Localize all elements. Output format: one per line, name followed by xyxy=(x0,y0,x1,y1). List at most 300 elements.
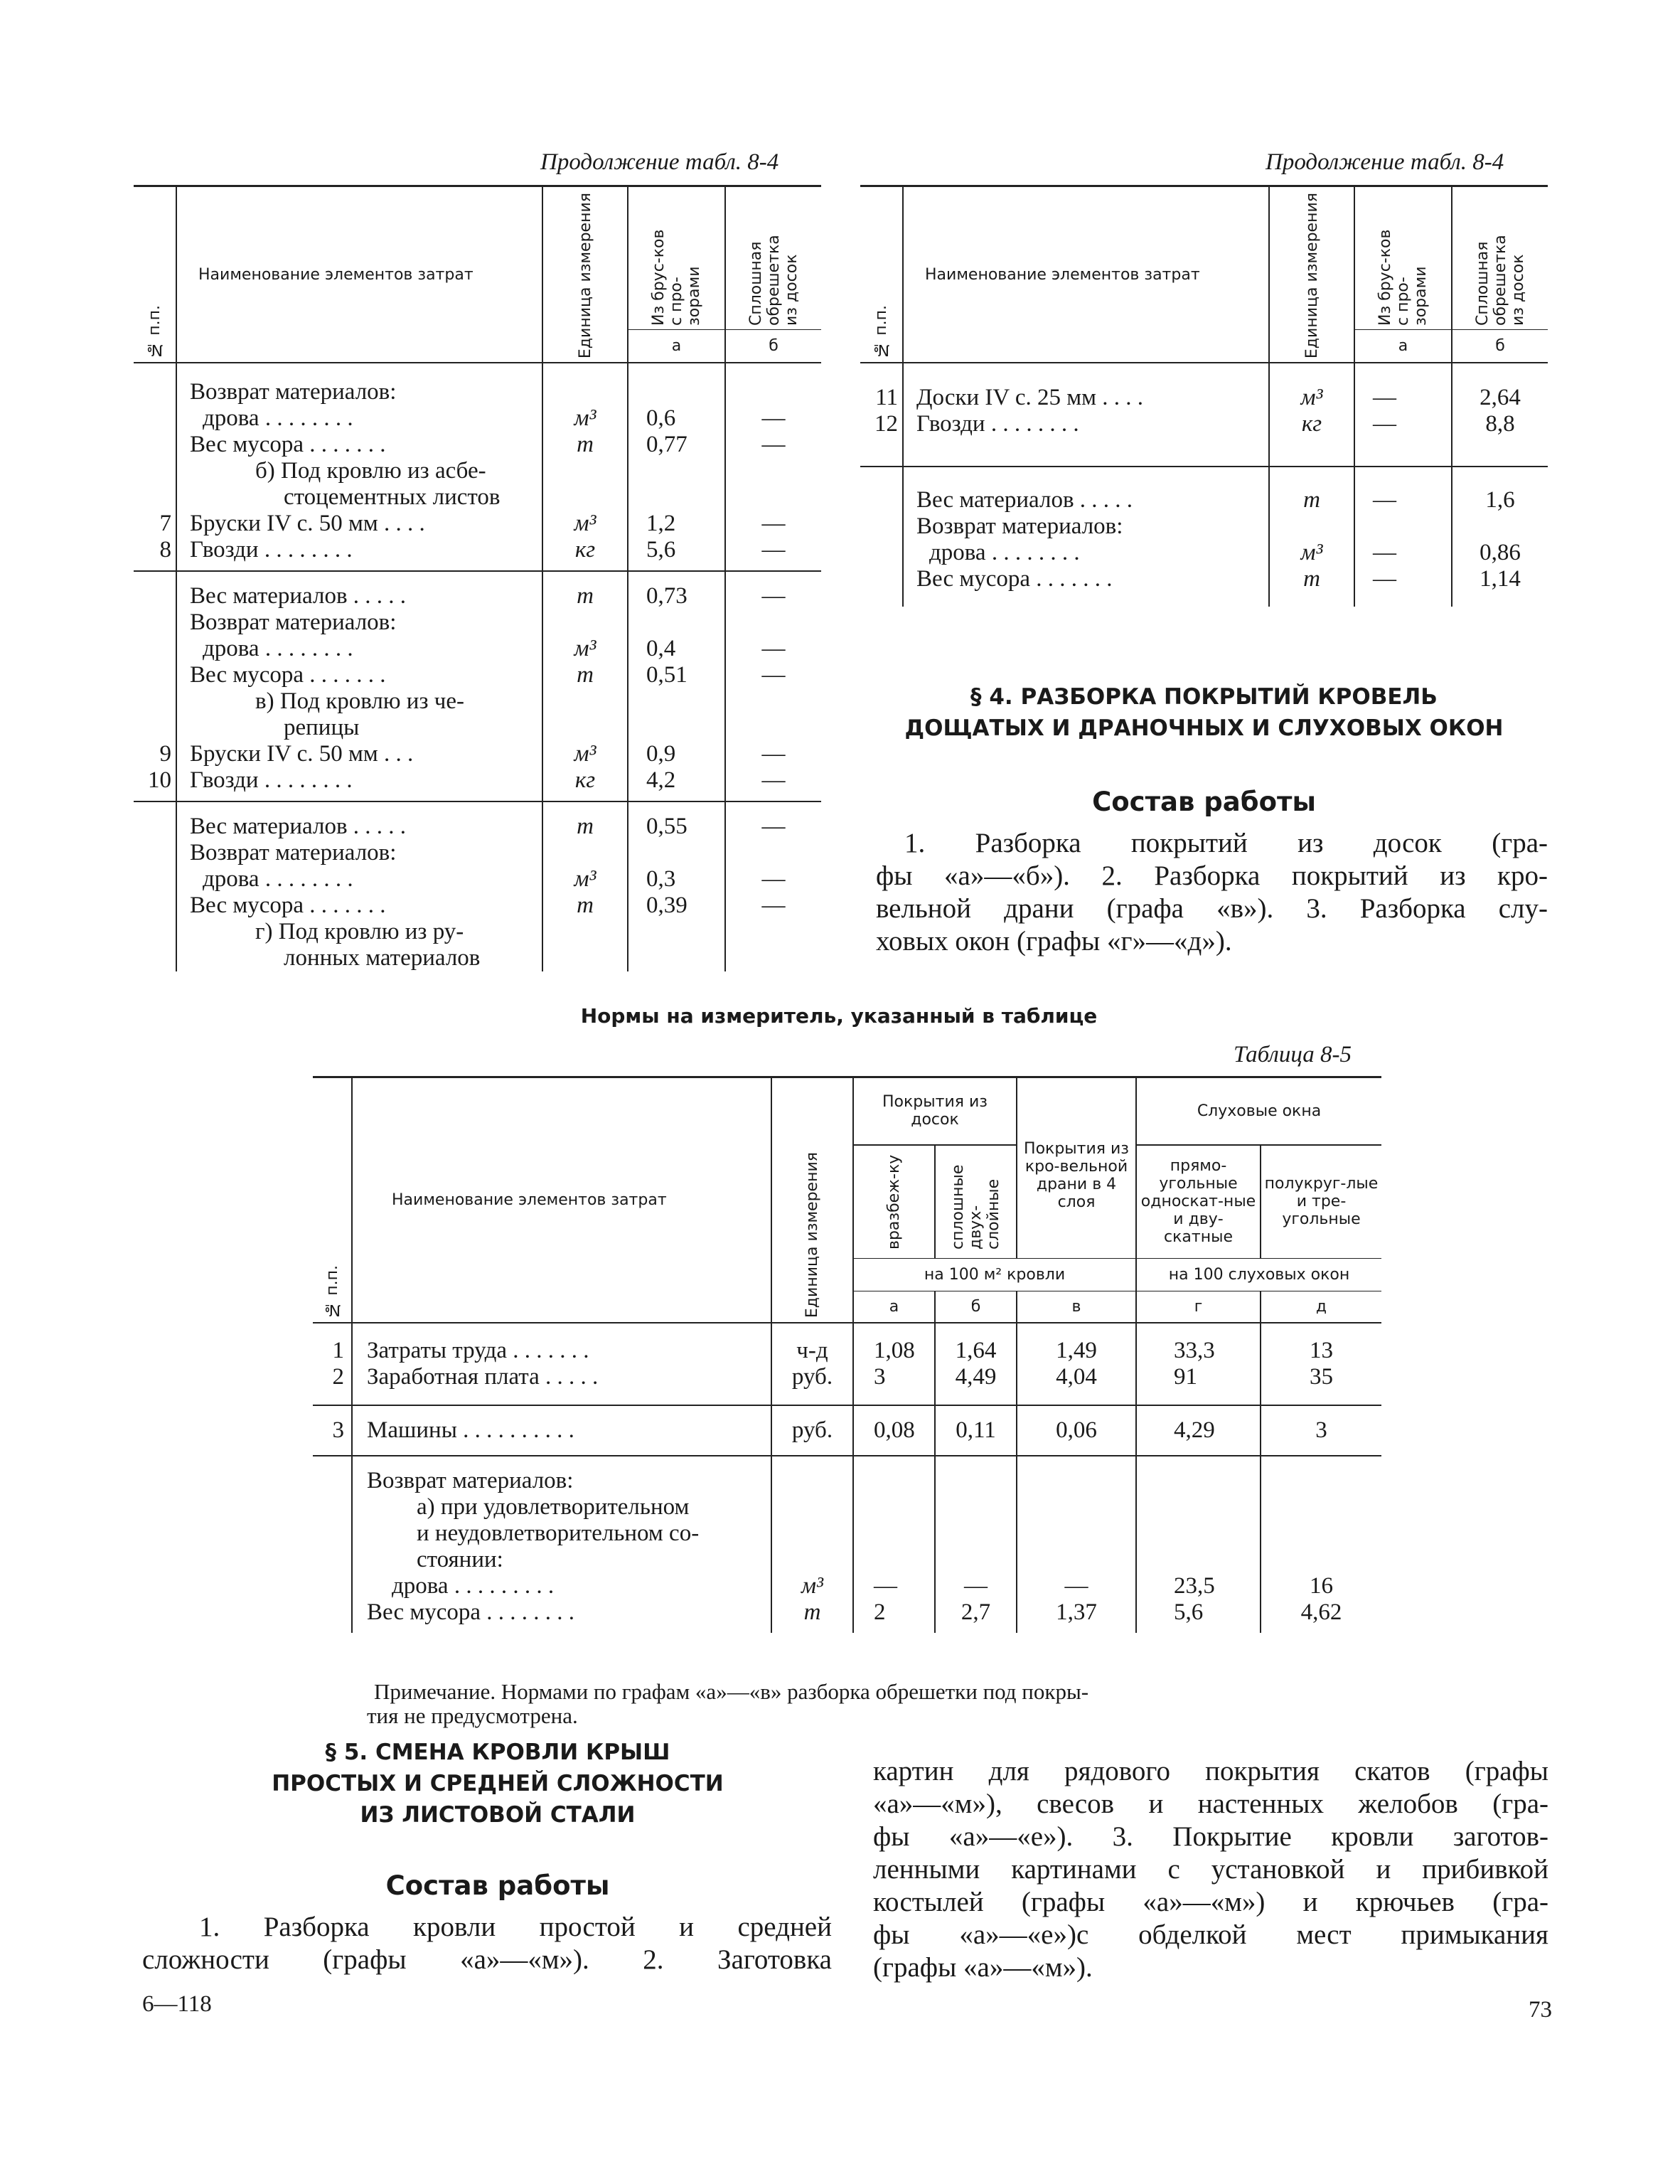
col-header-unit: Единица измерения xyxy=(803,1152,821,1319)
cell-d xyxy=(1261,1520,1381,1547)
cell-unit xyxy=(771,1547,853,1573)
left-table xyxy=(134,185,821,971)
cell-b: 4,49 xyxy=(935,1364,1017,1405)
col-letter-a: а xyxy=(853,1291,935,1323)
cell-g xyxy=(1136,1520,1261,1547)
cell-unit xyxy=(542,484,628,511)
table-row xyxy=(860,363,1548,411)
cell-unit: м³ xyxy=(542,741,628,767)
cell-b xyxy=(725,840,821,866)
cell-name: Доски IV с. 25 мм . . . . xyxy=(903,363,1269,411)
table-row xyxy=(134,537,821,571)
cell-a: 0,55 xyxy=(628,801,725,840)
cell-name: Вес материалов . . . . . xyxy=(176,801,542,840)
cell-a xyxy=(628,840,725,866)
cell-b: 2,7 xyxy=(935,1599,1017,1633)
cell-num xyxy=(134,893,176,919)
section4-heading xyxy=(860,681,1548,744)
cell-name: Бруски IV с. 50 мм . . . xyxy=(176,741,542,767)
cell-name: Возврат материалов: xyxy=(176,609,542,636)
cell-name: Вес мусора . . . . . . . xyxy=(903,566,1269,607)
cell-num: 2 xyxy=(313,1364,352,1405)
cell-num xyxy=(134,840,176,866)
table-row xyxy=(134,741,821,767)
cell-unit xyxy=(542,840,628,866)
cell-num xyxy=(134,458,176,484)
cell-num xyxy=(134,801,176,840)
col-header-g: прямо-угольные односкат-ные и дву-скатные xyxy=(1136,1145,1261,1259)
cell-num xyxy=(134,662,176,688)
cell-num: 8 xyxy=(134,537,176,571)
cell-a xyxy=(853,1520,935,1547)
cell-b: 1,64 xyxy=(935,1323,1017,1364)
cell-unit: кг xyxy=(542,537,628,571)
cell-num xyxy=(134,688,176,715)
table-row xyxy=(134,945,821,971)
table-row xyxy=(860,411,1548,467)
cell-a: — xyxy=(1354,540,1452,566)
col-header-a: Из брус-ков с про-зорами xyxy=(650,229,703,326)
paragraph-line: (графы «а»—«м»). xyxy=(873,1952,1093,1983)
table-row xyxy=(313,1364,1381,1405)
cell-d xyxy=(1261,1494,1381,1520)
cell-unit xyxy=(771,1520,853,1547)
cell-a xyxy=(628,363,725,405)
cell-num: 3 xyxy=(313,1405,352,1456)
cell-a xyxy=(628,919,725,945)
cell-num xyxy=(313,1547,352,1573)
cell-b: — xyxy=(761,866,786,893)
cell-unit xyxy=(542,609,628,636)
paragraph-line: 1. Разборка покрытий из досок (гра- xyxy=(904,828,1548,858)
cell-b xyxy=(935,1494,1017,1520)
cell-b: 2,64 xyxy=(1480,385,1521,411)
cell-num xyxy=(313,1520,352,1547)
table-row xyxy=(134,919,821,945)
col-letter-g: г xyxy=(1136,1291,1261,1323)
cell-unit: руб. xyxy=(771,1405,853,1456)
cell-num xyxy=(860,540,903,566)
cell-a: 2 xyxy=(853,1599,935,1633)
cell-name: Возврат материалов: xyxy=(903,513,1269,540)
cell-a: 0,08 xyxy=(853,1405,935,1456)
cell-name: Машины . . . . . . . . . . xyxy=(352,1405,771,1456)
table-row xyxy=(313,1456,1381,1494)
cell-num xyxy=(134,636,176,662)
cell-unit: т xyxy=(1269,467,1354,513)
cell-a: 1,08 xyxy=(853,1323,935,1364)
table-row xyxy=(134,609,821,636)
section4-subheading: Состав работы xyxy=(1092,787,1316,817)
cell-num xyxy=(860,513,903,540)
table-row xyxy=(134,363,821,405)
page-number: 73 xyxy=(1529,1997,1552,2023)
cell-a: 0,51 xyxy=(628,662,725,688)
cell-a xyxy=(628,484,725,511)
cell-v xyxy=(1017,1456,1136,1494)
cell-a xyxy=(628,688,725,715)
cell-b: — xyxy=(761,814,786,840)
cell-unit xyxy=(771,1456,853,1494)
col-header-num: № п.п. xyxy=(146,305,164,359)
table-row xyxy=(134,767,821,801)
cell-b xyxy=(725,919,821,945)
cell-g xyxy=(1136,1547,1261,1573)
table-row xyxy=(313,1323,1381,1364)
cell-name: Вес мусора . . . . . . . . xyxy=(352,1599,771,1633)
table-note-line: тия не предусмотрена. xyxy=(367,1703,578,1728)
cell-name: Бруски IV с. 50 мм . . . . xyxy=(176,511,542,537)
cell-name: Гвозди . . . . . . . . xyxy=(176,767,542,801)
cell-num xyxy=(134,363,176,405)
cell-a: 1,2 xyxy=(628,511,725,537)
cell-b xyxy=(935,1456,1017,1494)
table-row xyxy=(313,1573,1381,1599)
table-row xyxy=(134,801,821,840)
cell-num: 1 xyxy=(313,1323,352,1364)
cell-a: 0,6 xyxy=(628,405,725,432)
cell-b xyxy=(935,1520,1017,1547)
cell-unit: ч-д xyxy=(771,1323,853,1364)
table-row xyxy=(134,432,821,458)
cell-name: Вес материалов . . . . . xyxy=(903,467,1269,513)
cell-unit: т xyxy=(771,1599,853,1633)
col-letter-b: б xyxy=(1452,330,1548,363)
table-row xyxy=(134,405,821,432)
cell-unit: м³ xyxy=(771,1573,853,1599)
cell-num: 10 xyxy=(134,767,176,801)
cell-unit: т xyxy=(542,662,628,688)
cell-name: дрова . . . . . . . . . xyxy=(352,1573,771,1599)
cell-name: г) Под кровлю из ру- xyxy=(176,919,542,945)
cell-num xyxy=(134,715,176,741)
cell-name: стоцементных листов xyxy=(176,484,542,511)
cell-unit xyxy=(542,945,628,971)
paragraph-line: фы «а»—«е»). 3. Покрытие кровли заготов- xyxy=(873,1821,1548,1852)
cell-name: Возврат материалов: xyxy=(352,1456,771,1494)
cell-a: 0,9 xyxy=(628,741,725,767)
col-header-per-window: на 100 слуховых окон xyxy=(1136,1259,1381,1291)
cell-a xyxy=(628,458,725,484)
cell-unit: т xyxy=(542,801,628,840)
cell-a: 0,73 xyxy=(628,571,725,609)
col-letter-b: б xyxy=(725,330,821,363)
cell-num xyxy=(313,1573,352,1599)
cell-a: 3 xyxy=(853,1364,935,1405)
section4-paragraph xyxy=(876,827,1548,958)
col-header-unit: Единица измерения xyxy=(576,193,594,359)
cell-b xyxy=(725,715,821,741)
cell-unit: м³ xyxy=(542,405,628,432)
paragraph-line: ховых окон (графы «г»—«д»). xyxy=(876,926,1232,957)
cell-b xyxy=(725,484,821,511)
cell-v xyxy=(1017,1494,1136,1520)
cell-b xyxy=(935,1547,1017,1573)
cell-b: — xyxy=(761,405,786,432)
cell-num: 12 xyxy=(860,411,903,467)
cell-unit xyxy=(542,688,628,715)
cell-unit xyxy=(542,458,628,484)
cell-name: репицы xyxy=(176,715,542,741)
cell-d xyxy=(1261,1456,1381,1494)
paragraph-line: фы «а»—«е»)с обделкой мест примыкания xyxy=(873,1919,1548,1950)
table85-caption: Таблица 8-5 xyxy=(1234,1042,1352,1067)
table-note-line: Примечание. Нормами по графам «а»—«в» разборка обрешетки под покры- xyxy=(374,1679,1089,1704)
col-header-windows-group: Слуховые окна xyxy=(1136,1077,1381,1145)
paragraph-line: вельной драни (графа «в»). 3. Разборка слу- xyxy=(876,893,1548,924)
table-row xyxy=(313,1599,1381,1633)
col-header-name: Наименование элементов затрат xyxy=(352,1077,771,1323)
table-row xyxy=(313,1494,1381,1520)
cell-b: — xyxy=(725,537,821,571)
cell-b: — xyxy=(725,767,821,801)
section4-heading-line: ДОЩАТЫХ И ДРАНОЧНЫХ И СЛУХОВЫХ ОКОН xyxy=(904,715,1504,741)
cell-name: Гвозди . . . . . . . . xyxy=(176,537,542,571)
left-table-caption: Продолжение табл. 8-4 xyxy=(540,149,779,175)
cell-v xyxy=(1017,1547,1136,1573)
col-header-b: Сплошная обрешетка из досок xyxy=(747,235,801,326)
cell-d xyxy=(1261,1547,1381,1573)
paragraph-line: 1. Разборка кровли простой и средней xyxy=(199,1912,832,1942)
section5-heading-line: § 5. СМЕНА КРОВЛИ КРЫШ xyxy=(325,1740,670,1765)
table-row xyxy=(134,662,821,688)
table-row xyxy=(313,1520,1381,1547)
cell-unit xyxy=(542,715,628,741)
cell-a: 0,77 xyxy=(628,432,725,458)
col-letter-b: б xyxy=(935,1291,1017,1323)
cell-unit xyxy=(771,1494,853,1520)
cell-num xyxy=(860,566,903,607)
col-header-num: № п.п. xyxy=(323,1264,341,1319)
table-row xyxy=(860,467,1548,513)
cell-name: Вес материалов . . . . . xyxy=(176,571,542,609)
cell-g xyxy=(1136,1456,1261,1494)
cell-a xyxy=(853,1456,935,1494)
cell-a xyxy=(853,1547,935,1573)
cell-name: стоянии: xyxy=(352,1547,771,1573)
cell-name: Затраты труда . . . . . . . xyxy=(352,1323,771,1364)
table-row xyxy=(134,636,821,662)
cell-a: — xyxy=(1354,566,1452,607)
table-row xyxy=(134,484,821,511)
cell-b xyxy=(1452,513,1548,540)
cell-name: Возврат материалов: xyxy=(176,363,542,405)
right-table xyxy=(860,185,1548,607)
cell-num xyxy=(313,1456,352,1494)
right-table-caption: Продолжение табл. 8-4 xyxy=(1266,149,1504,175)
cell-num: 9 xyxy=(134,741,176,767)
cell-d: 13 xyxy=(1310,1337,1334,1363)
cell-num xyxy=(134,919,176,945)
cell-unit: руб. xyxy=(771,1364,853,1405)
col-header-v: Покрытия из кро-вельной драни в 4 слоя xyxy=(1017,1077,1136,1259)
paragraph-line: фы «а»—«б»). 2. Разборка покрытий из кро- xyxy=(876,861,1548,891)
cell-b: — xyxy=(761,511,786,537)
col-header-per-roof: на 100 м² кровли xyxy=(853,1259,1136,1291)
cell-unit: кг xyxy=(542,767,628,801)
table-row xyxy=(134,571,821,609)
cell-v: 0,06 xyxy=(1017,1405,1136,1456)
col-letter-a: а xyxy=(1354,330,1452,363)
cell-v: 1,37 xyxy=(1017,1599,1136,1633)
col-header-name: Наименование элементов затрат xyxy=(176,186,542,363)
cell-v: 1,49 xyxy=(1017,1323,1136,1364)
table-row xyxy=(134,840,821,866)
cell-name: Вес мусора . . . . . . . xyxy=(176,893,542,919)
cell-name: и неудовлетворительном со- xyxy=(352,1520,771,1547)
cell-g: 91 xyxy=(1136,1364,1261,1405)
cell-unit: т xyxy=(542,571,628,609)
col-letter-d: д xyxy=(1261,1291,1381,1323)
col-letter-v: в xyxy=(1017,1291,1136,1323)
cell-a xyxy=(628,945,725,971)
section5-heading-line: ИЗ ЛИСТОВОЙ СТАЛИ xyxy=(360,1802,636,1828)
cell-g: 5,6 xyxy=(1136,1599,1261,1633)
col-header-a: вразбеж-ку xyxy=(885,1154,903,1250)
col-header-d: полукруг-лые и тре-угольные xyxy=(1261,1145,1381,1259)
cell-name: дрова . . . . . . . . xyxy=(903,540,1269,566)
cell-g: 33,3 xyxy=(1136,1323,1261,1364)
cell-unit xyxy=(1269,513,1354,540)
cell-unit xyxy=(542,919,628,945)
cell-a xyxy=(628,609,725,636)
cell-b: — xyxy=(935,1573,1017,1599)
col-header-unit: Единица измерения xyxy=(1302,193,1321,359)
table-row xyxy=(860,566,1548,607)
cell-b: — xyxy=(761,432,786,458)
cell-num xyxy=(134,484,176,511)
col-header-name: Наименование элементов затрат xyxy=(903,186,1269,363)
cell-unit: т xyxy=(1269,566,1354,607)
cell-a: 0,4 xyxy=(628,636,725,662)
col-header-b: сплошные двух-слойные xyxy=(949,1164,1002,1250)
cell-unit: т xyxy=(542,893,628,919)
cell-unit: м³ xyxy=(1269,363,1354,411)
cell-unit xyxy=(542,363,628,405)
cell-b: — xyxy=(761,893,786,919)
section5-heading-line: ПРОСТЫХ И СРЕДНЕЙ СЛОЖНОСТИ xyxy=(272,1771,724,1796)
cell-num xyxy=(134,405,176,432)
cell-v xyxy=(1017,1520,1136,1547)
cell-num xyxy=(134,609,176,636)
cell-num: 7 xyxy=(134,511,176,537)
cell-name: лонных материалов xyxy=(176,945,542,971)
paragraph-line: костылей (графы «а»—«м») и крючьев (гра- xyxy=(873,1887,1548,1917)
col-header-a: Из брус-ков с про-зорами xyxy=(1376,229,1430,326)
cell-a: — xyxy=(1354,467,1452,513)
cell-a: 5,6 xyxy=(628,537,725,571)
section5-right-paragraph xyxy=(873,1755,1548,1984)
cell-b xyxy=(725,609,821,636)
cell-a: 4,2 xyxy=(628,767,725,801)
paragraph-line: картин для рядового покрытия скатов (графы xyxy=(873,1756,1548,1786)
cell-name: а) при удовлетворительном xyxy=(352,1494,771,1520)
cell-b: 1,6 xyxy=(1485,487,1515,513)
table-row xyxy=(860,513,1548,540)
col-letter-a: а xyxy=(628,330,725,363)
cell-b xyxy=(725,458,821,484)
cell-num xyxy=(134,945,176,971)
cell-a: 0,3 xyxy=(628,866,725,893)
cell-a: — xyxy=(853,1573,935,1599)
section5-left-paragraph xyxy=(142,1911,832,1976)
cell-unit: м³ xyxy=(542,636,628,662)
table-row xyxy=(134,893,821,919)
cell-num xyxy=(313,1599,352,1633)
cell-g xyxy=(1136,1494,1261,1520)
cell-num xyxy=(860,467,903,513)
cell-name: дрова . . . . . . . . xyxy=(176,866,542,893)
section5-subheading: Состав работы xyxy=(385,1870,610,1901)
table-row xyxy=(134,715,821,741)
table-row xyxy=(860,540,1548,566)
cell-num xyxy=(313,1494,352,1520)
cell-g: 4,29 xyxy=(1136,1405,1261,1456)
col-header-b: Сплошная обрешетка из досок xyxy=(1473,235,1527,326)
cell-num: 11 xyxy=(860,363,903,411)
cell-unit: м³ xyxy=(1269,540,1354,566)
cell-d: 35 xyxy=(1261,1364,1381,1405)
norms-title: Нормы на измеритель, указанный в таблице xyxy=(580,1004,1098,1028)
table-row xyxy=(134,511,821,537)
table-row xyxy=(313,1405,1381,1456)
table-note xyxy=(367,1679,1384,1728)
section5-heading xyxy=(142,1737,853,1831)
paragraph-line: сложности (графы «а»—«м»). 2. Заготовка xyxy=(142,1944,832,1975)
cell-b xyxy=(725,688,821,715)
cell-unit: кг xyxy=(1269,411,1354,467)
cell-name: б) Под кровлю из асбе- xyxy=(176,458,542,484)
cell-name: Гвозди . . . . . . . . xyxy=(903,411,1269,467)
cell-name: Возврат материалов: xyxy=(176,840,542,866)
page-signature: 6—118 xyxy=(142,1991,212,2017)
cell-b xyxy=(725,945,821,971)
cell-name: дрова . . . . . . . . xyxy=(176,636,542,662)
cell-name: Заработная плата . . . . . xyxy=(352,1364,771,1405)
cell-b: — xyxy=(761,636,786,662)
cell-a xyxy=(628,715,725,741)
cell-name: Вес мусора . . . . . . . xyxy=(176,432,542,458)
cell-d: 3 xyxy=(1261,1405,1381,1456)
cell-name: Вес мусора . . . . . . . xyxy=(176,662,542,688)
cell-b: 0,11 xyxy=(935,1405,1017,1456)
cell-b: — xyxy=(761,583,786,609)
col-header-boards-group: Покрытия из досок xyxy=(853,1077,1017,1145)
cell-name: в) Под кровлю из че- xyxy=(176,688,542,715)
cell-d: 4,62 xyxy=(1300,1599,1342,1625)
cell-unit: м³ xyxy=(542,866,628,893)
table-row xyxy=(134,688,821,715)
cell-d: 16 xyxy=(1310,1572,1334,1599)
cell-a: — xyxy=(1354,411,1452,467)
table-row xyxy=(313,1547,1381,1573)
cell-g: 23,5 xyxy=(1136,1573,1261,1599)
section4-heading-line: § 4. РАЗБОРКА ПОКРЫТИЙ КРОВЕЛЬ xyxy=(970,684,1438,710)
cell-a xyxy=(853,1494,935,1520)
cell-a xyxy=(1354,513,1452,540)
cell-a: 0,39 xyxy=(628,893,725,919)
table-8-5 xyxy=(313,1076,1381,1633)
table-row xyxy=(134,866,821,893)
cell-num xyxy=(134,571,176,609)
cell-a: — xyxy=(1354,363,1452,411)
cell-b: 0,86 xyxy=(1480,540,1521,566)
cell-b: 8,8 xyxy=(1452,411,1548,467)
table-row xyxy=(134,458,821,484)
cell-v: — xyxy=(1017,1573,1136,1599)
col-header-num: № п.п. xyxy=(872,305,890,359)
cell-num xyxy=(134,866,176,893)
